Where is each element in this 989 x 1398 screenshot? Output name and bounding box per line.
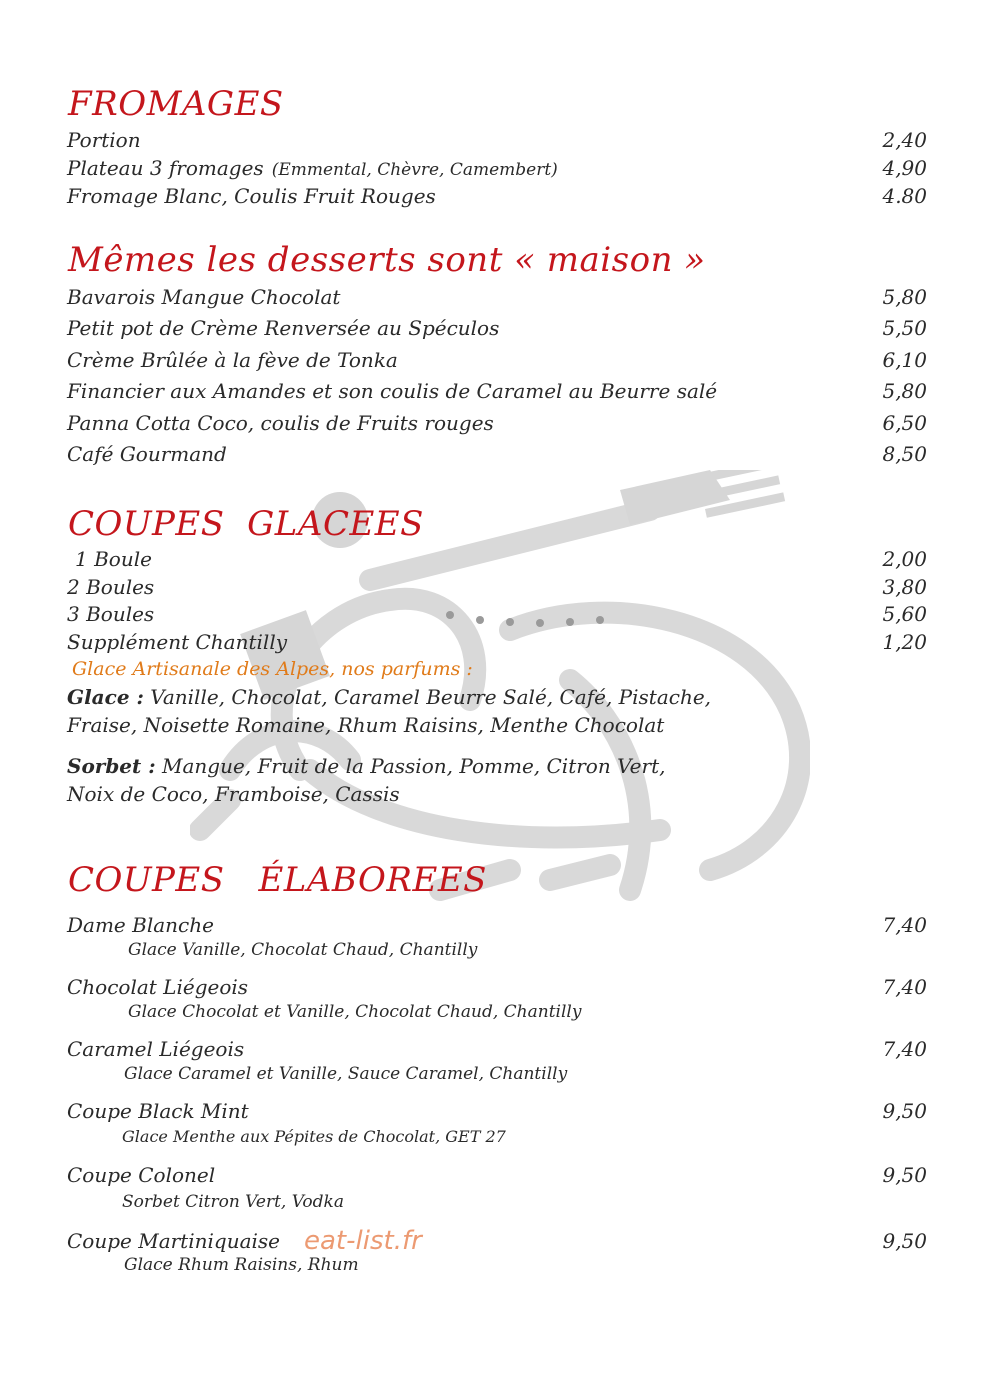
item-description: Glace Chocolat et Vanille, Chocolat Chaud, Chantilly xyxy=(128,1002,582,1022)
glace-label: Glace : xyxy=(67,685,144,709)
item-name: Bavarois Mangue Chocolat xyxy=(67,285,341,309)
item-name: Crème Brûlée à la fève de Tonka xyxy=(67,348,398,372)
item-name: Financier aux Amandes et son coulis de Caramel au Beurre salé xyxy=(67,379,718,403)
menu-item xyxy=(67,547,927,575)
item-price: 2,40 xyxy=(882,128,927,152)
menu-item xyxy=(67,348,927,376)
menu-item xyxy=(67,913,927,941)
menu-item xyxy=(67,602,927,630)
menu-item xyxy=(67,379,927,407)
item-price: 9,50 xyxy=(882,1099,927,1123)
item-name xyxy=(67,156,558,180)
item-name: 3 Boules xyxy=(67,602,155,626)
item-name: Panna Cotta Coco, coulis de Fruits rouges xyxy=(67,411,494,435)
menu-item xyxy=(67,128,927,156)
item-price: 9,50 xyxy=(882,1229,927,1253)
glace-flavours-line1 xyxy=(67,685,711,709)
item-price: 9,50 xyxy=(882,1163,927,1187)
item-price: 7,40 xyxy=(882,913,927,937)
item-description: Sorbet Citron Vert, Vodka xyxy=(122,1192,344,1212)
item-price: 6,10 xyxy=(882,348,927,372)
item-name: Café Gourmand xyxy=(67,442,227,466)
section-title-desserts: Mêmes les desserts sont « maison » xyxy=(68,240,706,280)
item-price: 1,20 xyxy=(882,630,927,654)
menu-item xyxy=(67,1163,927,1191)
item-description: Glace Menthe aux Pépites de Chocolat, GET 27 xyxy=(122,1127,506,1146)
item-description: Glace Caramel et Vanille, Sauce Caramel, Chantilly xyxy=(124,1064,568,1084)
item-price: 8,50 xyxy=(882,442,927,466)
item-name: Petit pot de Crème Renversée au Spéculos xyxy=(67,316,500,340)
menu-item xyxy=(67,975,927,1003)
item-price: 5,80 xyxy=(882,285,927,309)
item-name: Dame Blanche xyxy=(67,913,214,937)
item-price: 5,60 xyxy=(882,602,927,626)
menu-item xyxy=(67,316,927,344)
section-title-coupes-elaborees: COUPES ÉLABOREES xyxy=(68,860,487,900)
menu-item xyxy=(67,630,927,658)
item-price: 7,40 xyxy=(882,1037,927,1061)
sorbet-flavours-line1 xyxy=(67,754,665,778)
item-name: 1 Boule xyxy=(75,547,152,571)
menu-item xyxy=(67,184,927,212)
section-title-fromages: FROMAGES xyxy=(68,84,284,124)
menu-item xyxy=(67,411,927,439)
item-price: 5,80 xyxy=(882,379,927,403)
site-watermark: eat-list.fr xyxy=(304,1226,422,1256)
item-name: Fromage Blanc, Coulis Fruit Rouges xyxy=(67,184,436,208)
item-price: 4.80 xyxy=(882,184,927,208)
glace-flavours-text: Vanille, Chocolat, Caramel Beurre Salé, Café, Pistache, xyxy=(143,685,712,709)
sorbet-label: Sorbet : xyxy=(67,754,156,778)
menu-item xyxy=(67,1037,927,1065)
item-name-text: Plateau 3 fromages xyxy=(67,156,264,180)
item-name: Portion xyxy=(67,128,141,152)
item-detail: (Emmental, Chèvre, Camembert) xyxy=(271,160,558,180)
glace-flavours-line2: Fraise, Noisette Romaine, Rhum Raisins, Menthe Chocolat xyxy=(67,713,665,737)
item-price: 6,50 xyxy=(882,411,927,435)
menu-item xyxy=(67,575,927,603)
item-price: 5,50 xyxy=(882,316,927,340)
item-description: Glace Vanille, Chocolat Chaud, Chantilly xyxy=(128,940,478,960)
menu-item xyxy=(67,1099,927,1127)
menu-item xyxy=(67,285,927,313)
item-name: Coupe Colonel xyxy=(67,1163,216,1187)
item-name: 2 Boules xyxy=(67,575,155,599)
item-name: Coupe Black Mint xyxy=(67,1099,249,1123)
item-price: 2,00 xyxy=(882,547,927,571)
menu-item xyxy=(67,1229,927,1257)
item-description: Glace Rhum Raisins, Rhum xyxy=(124,1255,359,1275)
item-price: 3,80 xyxy=(882,575,927,599)
flavours-note: Glace Artisanale des Alpes, nos parfums : xyxy=(72,658,473,680)
item-name: Caramel Liégeois xyxy=(67,1037,245,1061)
item-price: 7,40 xyxy=(882,975,927,999)
menu-item xyxy=(67,442,927,470)
item-name: Supplément Chantilly xyxy=(67,630,288,654)
item-name: Chocolat Liégeois xyxy=(67,975,249,999)
item-name: Coupe Martiniquaise xyxy=(67,1229,280,1253)
section-title-coupes-glacees: COUPES GLACEES xyxy=(68,504,424,544)
menu-item xyxy=(67,156,927,184)
sorbet-flavours-line2: Noix de Coco, Framboise, Cassis xyxy=(67,782,400,806)
sorbet-flavours-text: Mangue, Fruit de la Passion, Pomme, Citron Vert, xyxy=(155,754,666,778)
item-price: 4,90 xyxy=(882,156,927,180)
